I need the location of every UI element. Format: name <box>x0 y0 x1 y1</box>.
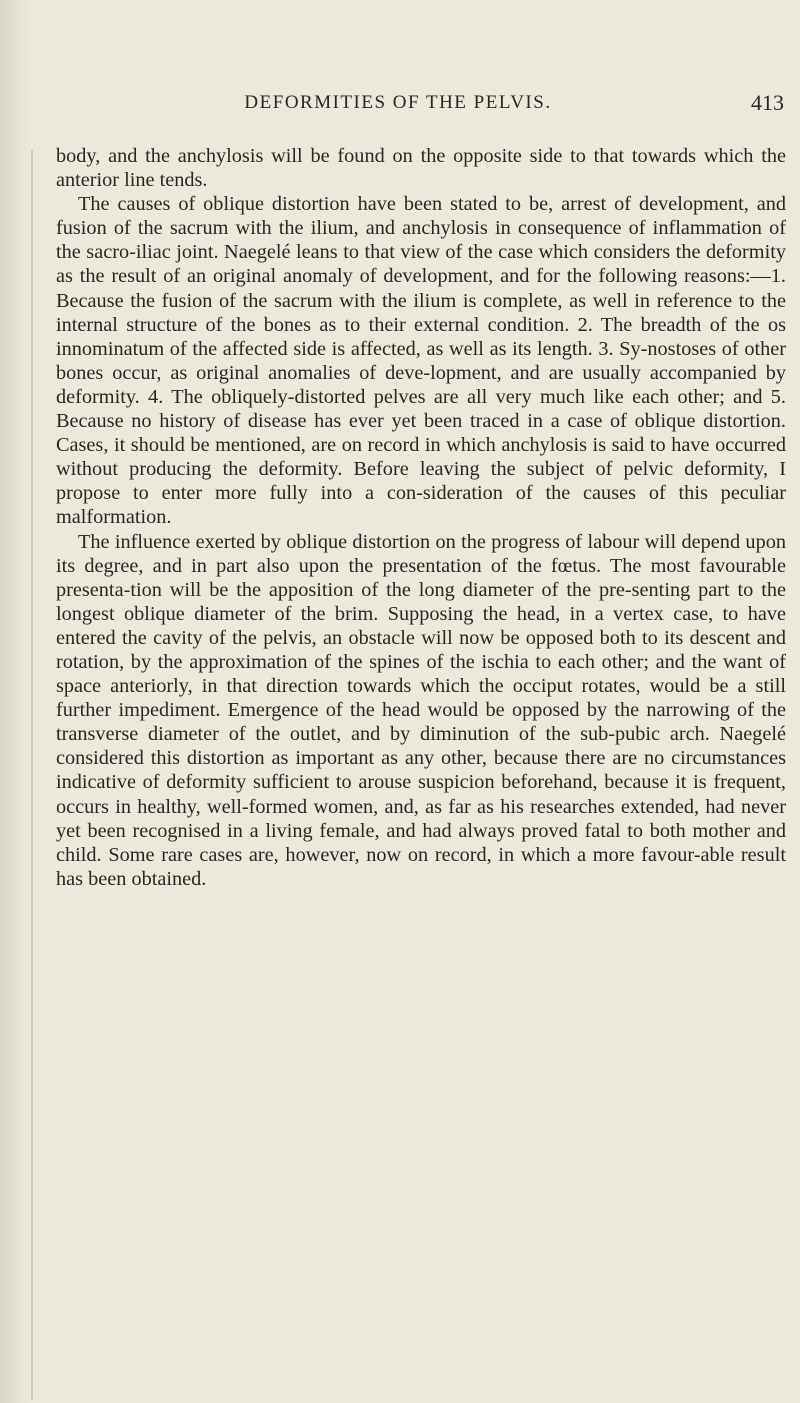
paragraph-1: body, and the anchylosis will be found on the opposite side to that towards which the anterior line tends. <box>56 145 786 192</box>
body-text <box>56 144 786 891</box>
running-title: DEFORMITIES OF THE PELVIS. <box>244 92 552 113</box>
page-edge-shadow <box>0 0 30 1403</box>
running-head <box>94 88 784 118</box>
gutter-line <box>31 150 33 1400</box>
paragraph-3: The influence exerted by oblique distortion on the progress of labour will depend upon its degree, and in part also upon the presentation of the fœtus. The most favourable presenta-tion will be the apposition of the long diameter of the pre-senting part to the longest oblique diameter of the brim. Supposing the head, in a vertex case, to have entered the cavity of the pelvis, an obstacle will now be opposed both to its descent and rotation, by the approximation of the spines of the ischia to each other; and the want of space anteriorly, in that direction towards which the occiput rotates, would be a still further impediment. Emergence of the head would be opposed by the narrowing of the transverse diameter of the outlet, and by diminution of the sub-pubic arch. Naegelé considered this distortion as important as any other, because there are no circumstances indicative of deformity sufficient to arouse suspicion beforehand, because it is frequent, occurs in healthy, well-formed women, and, as far as his researches extended, had never yet been recognised in a living female, and had always proved fatal to both mother and child. Some rare cases are, however, now on record, in which a more favour-able result has been obtained. <box>56 530 786 890</box>
page-number: 413 <box>751 90 784 115</box>
paragraph-2: The causes of oblique distortion have been stated to be, arrest of development, and fusion of the sacrum with the ilium, and anchylosis in consequence of inflammation of the sacro-iliac joint. Naegelé leans to that view of the case which considers the deformity as the result of an original anomaly of development, and for the following reasons:—1. Because the fusion of the sacrum with the ilium is complete, as well in reference to the internal structure of the bones as to their external condition. 2. The breadth of the os innominatum of the affected side is affected, as well as its length. 3. Sy-nostoses of other bones occur, as original anomalies of deve-lopment, and are usually accompanied by deformity. 4. The obliquely-distorted pelves are all very much like each other; and 5. Because no history of disease has ever yet been traced in a case of oblique distortion. Cases, it should be mentioned, are on record in which anchylosis is said to have occurred without producing the deformity. Before leaving the subject of pelvic deformity, I propose to enter more fully into a con-sideration of the causes of this peculiar malformation. <box>56 193 786 529</box>
